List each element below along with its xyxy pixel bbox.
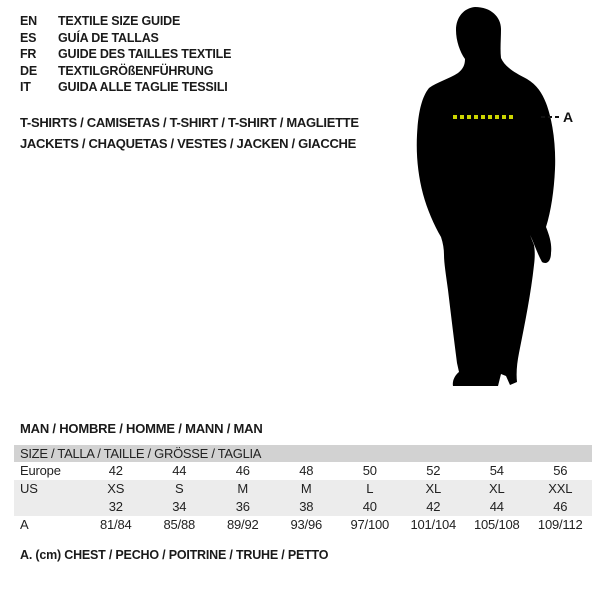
language-label: TEXTILE SIZE GUIDE (58, 14, 181, 28)
table-cell: 89/92 (226, 517, 259, 532)
language-code: ES (20, 30, 37, 45)
table-cell: 93/96 (290, 517, 323, 532)
table-cell: 38 (299, 499, 314, 514)
row-label: US (20, 481, 38, 496)
language-label: GUIDE DES TAILLES TEXTILE (58, 47, 232, 61)
size-table-header: SIZE / TALLA / TAILLE / GRÖSSE / TAGLIA (14, 445, 592, 462)
table-cell: 109/112 (537, 517, 583, 532)
row-label (14, 498, 84, 516)
language-row-de (20, 63, 231, 80)
table-cell: 81/84 (99, 517, 132, 532)
table-cell: 44 (172, 463, 187, 478)
row-label: Europe (20, 463, 61, 478)
language-label: TEXTILGRÖßENFÜHRUNG (58, 63, 214, 78)
size-table (14, 445, 592, 534)
language-code: DE (20, 63, 37, 78)
table-row-numeric (14, 498, 592, 516)
table-cell: 42 (108, 463, 123, 478)
table-row-us (14, 480, 592, 498)
table-cell: XL (488, 481, 505, 496)
man-silhouette-figure (413, 5, 578, 397)
category-jackets: JACKETS / CHAQUETAS / VESTES / JACKEN / GIACCHE (20, 136, 356, 151)
language-row-en (20, 13, 231, 30)
table-cell: 32 (108, 499, 123, 514)
table-cell: 46 (235, 463, 250, 478)
language-code: FR (20, 47, 37, 61)
language-label: GUIDA ALLE TAGLIE TESSILI (58, 80, 228, 94)
language-code: IT (20, 80, 31, 94)
table-cell: 85/88 (163, 517, 196, 532)
table-cell: 48 (299, 463, 314, 478)
table-cell: 56 (553, 463, 568, 478)
table-cell: 54 (489, 463, 504, 478)
language-row-fr (20, 46, 231, 63)
man-silhouette-icon (413, 5, 578, 397)
table-row-europe (14, 462, 592, 480)
table-cell: L (366, 481, 374, 496)
table-cell: 46 (553, 499, 568, 514)
table-cell: 101/104 (410, 517, 457, 532)
row-label: A (20, 517, 29, 532)
language-row-it (20, 79, 231, 96)
table-cell: 36 (235, 499, 250, 514)
table-cell: 105/108 (473, 517, 520, 532)
table-cell: S (175, 481, 184, 496)
table-cell: 34 (172, 499, 187, 514)
man-silhouette-shape (417, 7, 555, 386)
language-row-es (20, 30, 231, 47)
measurement-footnote: A. (cm) CHEST / PECHO / POITRINE / TRUHE / PETTO (20, 548, 329, 562)
table-cell: M (300, 481, 312, 496)
table-cell: 50 (362, 463, 377, 478)
table-cell: XL (425, 481, 441, 496)
measure-label-a: A (563, 109, 574, 125)
table-cell: XS (107, 481, 125, 496)
table-row-chest-a (14, 516, 592, 534)
language-code: EN (20, 14, 37, 28)
garment-categories (20, 112, 359, 154)
table-cell: M (237, 481, 249, 496)
table-cell: 42 (426, 499, 441, 514)
language-label: GUÍA DE TALLAS (58, 30, 159, 45)
table-cell: 44 (489, 499, 504, 514)
table-cell: 40 (362, 499, 377, 514)
table-cell: XXL (548, 481, 573, 496)
table-cell: 52 (426, 463, 441, 478)
category-tshirts: T-SHIRTS / CAMISETAS / T-SHIRT / T-SHIRT / MAGLIETTE (20, 115, 359, 130)
section-title-man: MAN / HOMBRE / HOMME / MANN / MAN (20, 421, 263, 436)
table-cell: 97/100 (350, 517, 390, 532)
language-list (20, 13, 231, 96)
